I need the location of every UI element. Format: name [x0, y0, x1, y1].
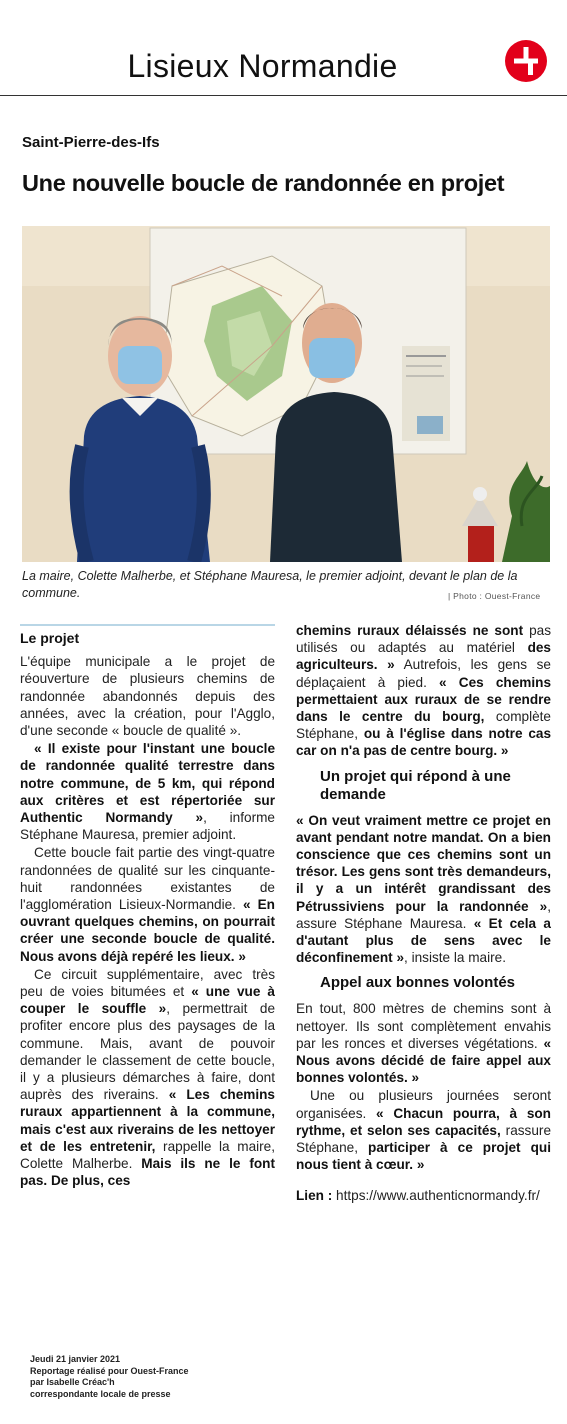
- footer-role: correspondante locale de presse: [30, 1388, 171, 1399]
- ouest-france-logo-icon: [505, 40, 547, 82]
- article-link: [296, 1187, 551, 1204]
- paragraph-4: Ce circuit supplémentaire, avec très peu de voies bitumées et « une vue à couper le souffle », permettrait de profiter encore plus des paysages de la commune. Mais, avant de pouvoir demander le classement de cette boucle, il y a plusieurs démarches à faire, dont auprès des riverains. « Les chemins ruraux appartiennent à la commune, mais c'est aux riverains de les nettoyer et de les entretenir, rappelle la maire, Colette Malherbe. Mais ils ne le font pas. De plus, ces: [20, 966, 276, 1189]
- masthead: [0, 0, 567, 96]
- article-photo: [22, 226, 550, 562]
- link-label: Lien :: [296, 1188, 337, 1204]
- masthead-title: Lisieux Normandie: [127, 48, 398, 84]
- photo-caption: La maire, Colette Malherbe, et Stéphane Mauresa, le premier adjoint, devant le plan de la commune.: [22, 569, 518, 600]
- paragraph-6: « On veut vraiment mettre ce projet en avant pendant notre mandat. On a bien conscience que ces chemins sont un trésor. Les gens sont très demandeurs, il y a un intérêt grandissant des Pétrussiviens pour la randonnée », assure Stéphane Mauresa. « Et cela a d'autant plus de sens avec le déconfinement », insiste la maire.: [296, 812, 551, 966]
- right-column: [296, 622, 551, 1206]
- article-headline: Une nouvelle boucle de randonnée en projet: [22, 170, 505, 196]
- left-column: [20, 624, 275, 1191]
- link-url[interactable]: https://www.authenticnormandy.fr/: [336, 1188, 540, 1204]
- paragraph-1: L'équipe municipale a le projet de réouverture de plusieurs chemins de randonnée abandonnés depuis des années, avec la création, pour l'Agglo, d'une seconde « boucle de qualité ».: [20, 654, 275, 739]
- photo-credit: | Photo : Ouest-France: [448, 591, 541, 601]
- paragraph-3: Cette boucle fait partie des vingt-quatre randonnées de qualité sur les cinquante-huit randonnées existantes de l'agglomération Lisieux-Normandie. « En ouvrant quelques chemins, on pourrait créer une seconde boucle de qualité. Nous avons déjà repéré les lieux. »: [20, 845, 275, 964]
- footer-line-2: Reportage réalisé pour Ouest-France: [30, 1365, 189, 1376]
- photo-illustration: [22, 226, 550, 562]
- paragraph-8: Une ou plusieurs journées seront organisées. « Chacun pourra, à son rythme, et selon ses capacités, rassure Stéphane, participer à ce projet qui nous tient à cœur. »: [296, 1088, 552, 1173]
- paragraph-2: « Il existe pour l'instant une boucle de randonnée qualité terrestre dans notre commune, de 5 km, qui répond aux critères et est répertoriée sur Authentic Normandy », informe Stéphane Mauresa, premier adjoint.: [20, 741, 275, 843]
- footer-author: par Isabelle Créac'h: [30, 1377, 115, 1387]
- section-title-le-projet: Le projet: [20, 624, 275, 647]
- paragraph-5: chemins ruraux délaissés ne sont pas utilisés ou adaptés au matériel des agriculteurs. » Autrefois, les gens se déplaçaient à pied. « Ces chemins permettaient aux ruraux de se rendre dans le centre du bourg, complète Stéphane, ou à l'église dans notre cas car on n'a pas de centre bourg. »: [296, 623, 552, 759]
- article-kicker: Saint-Pierre-des-Ifs: [22, 134, 160, 151]
- footer-date: Jeudi 21 janvier 2021: [30, 1354, 121, 1364]
- footer-byline: [30, 1354, 189, 1400]
- subheading-un-projet: Un projet qui répond à une demande: [320, 767, 511, 803]
- subheading-appel: Appel aux bonnes volontés: [320, 974, 516, 992]
- paragraph-7: En tout, 800 mètres de chemins sont à nettoyer. Ils sont complètement envahis par les ronces et diverses végétations. « Nous avons décidé de faire appel aux bonnes volontés. »: [296, 1001, 551, 1086]
